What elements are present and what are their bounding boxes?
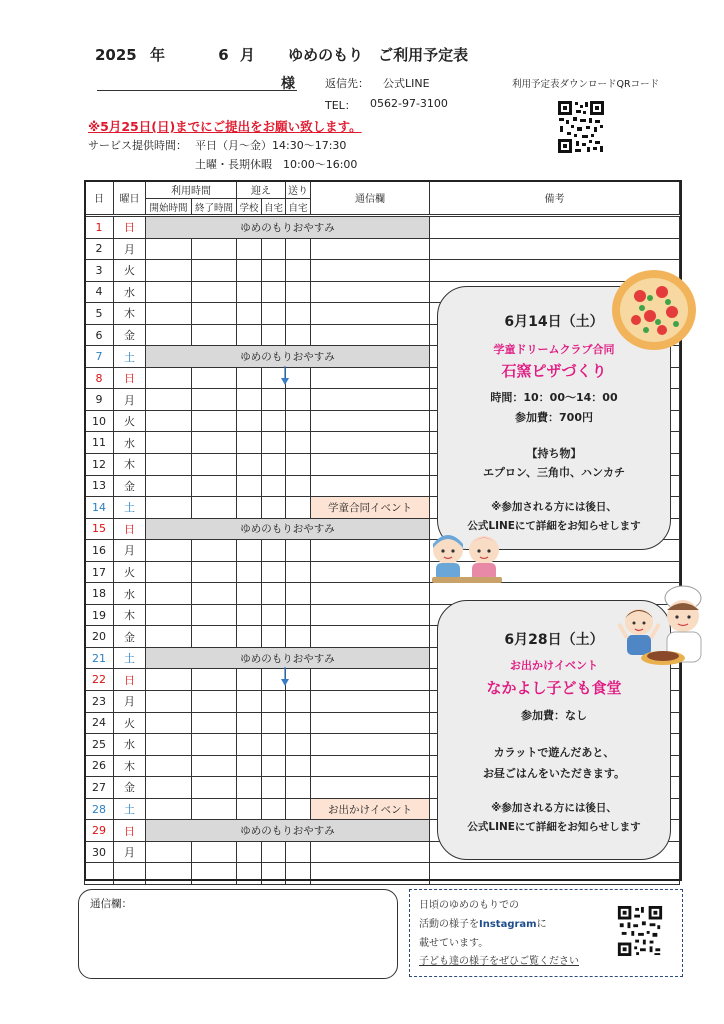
dropoff-home-cell[interactable] — [286, 583, 311, 605]
blank-cell — [311, 863, 430, 885]
dropoff-home-cell[interactable] — [286, 303, 311, 325]
rest-cell: ゆめのもりおやすみ — [146, 346, 430, 368]
event1-note2: 公式LINEにて詳細をお知らせします — [467, 520, 641, 532]
pickup-home-cell[interactable] — [262, 389, 286, 411]
weekday-cell: 火 — [114, 712, 146, 734]
weekday-cell: 木 — [114, 303, 146, 325]
header-usage-time: 利用時間 — [146, 181, 237, 199]
qr-code-download-icon[interactable] — [558, 101, 604, 153]
header-weekday: 曜日 — [114, 181, 146, 216]
day-cell: 1 — [85, 216, 114, 239]
weekday-cell: 土 — [114, 647, 146, 669]
event1-sub: 学童ドリームクラブ合同 — [493, 343, 615, 356]
dropoff-home-cell[interactable] — [286, 410, 311, 432]
weekday-cell: 月 — [114, 389, 146, 411]
dropoff-home-cell[interactable] — [286, 561, 311, 583]
start-time-cell[interactable] — [146, 626, 192, 648]
qr-label: 利用予定表ダウンロードQRコード — [512, 79, 660, 90]
start-time-cell[interactable] — [146, 367, 192, 389]
end-time-cell[interactable] — [192, 497, 237, 519]
weekday-cell: 土 — [114, 798, 146, 820]
service-label: サービス提供時間： — [88, 139, 187, 152]
start-time-cell[interactable] — [146, 561, 192, 583]
start-time-cell[interactable] — [146, 432, 192, 454]
day-cell: 18 — [85, 583, 114, 605]
ig-instagram-text: Instagram — [479, 919, 537, 930]
day-cell: 21 — [85, 647, 114, 669]
weekday-cell: 月 — [114, 841, 146, 863]
header-school: 学校 — [237, 199, 262, 216]
weekday-cell: 水 — [114, 432, 146, 454]
end-time-cell[interactable] — [192, 389, 237, 411]
end-time-cell[interactable] — [192, 669, 237, 691]
chef-child-icon — [617, 580, 709, 670]
comm-cell[interactable] — [311, 260, 430, 282]
weekday-cell: 水 — [114, 281, 146, 303]
day-cell: 13 — [85, 475, 114, 497]
end-time-cell[interactable] — [192, 281, 237, 303]
ig-line2a: 活動の様子を — [419, 919, 479, 930]
dropoff-home-cell[interactable] — [286, 238, 311, 260]
reply-label: 返信先： — [325, 77, 369, 90]
dropoff-home-cell[interactable] — [286, 604, 311, 626]
header-start: 開始時間 — [146, 199, 192, 216]
weekday-cell: 金 — [114, 626, 146, 648]
day-cell: 15 — [85, 518, 114, 540]
header-dropoff: 送り — [286, 181, 311, 199]
dropoff-home-cell[interactable] — [286, 281, 311, 303]
day-cell: 7 — [85, 346, 114, 368]
pickup-home-cell[interactable] — [262, 454, 286, 476]
pickup-home-cell[interactable] — [262, 475, 286, 497]
blank-cell — [430, 863, 680, 885]
comm-cell[interactable] — [311, 777, 430, 799]
tel-value: 0562-97-3100 — [370, 97, 448, 110]
weekday-cell: 日 — [114, 216, 146, 239]
ig-line3: 載せています。 — [419, 938, 489, 949]
weekday-cell: 金 — [114, 777, 146, 799]
dropoff-home-cell[interactable] — [286, 432, 311, 454]
page-title — [95, 44, 468, 65]
service-weekday: 平日（月～金）14:30～17:30 — [195, 139, 347, 152]
arrow-down-icon — [280, 366, 290, 386]
blank-cell — [237, 863, 262, 885]
header-dropoff-home: 自宅 — [286, 199, 311, 216]
day-cell: 11 — [85, 432, 114, 454]
pickup-home-cell[interactable] — [262, 540, 286, 562]
dropoff-home-cell[interactable] — [286, 777, 311, 799]
pickup-home-cell[interactable] — [262, 583, 286, 605]
day-cell: 24 — [85, 712, 114, 734]
pickup-school-cell[interactable] — [237, 841, 262, 863]
weekday-cell: 日 — [114, 820, 146, 842]
dropoff-home-cell[interactable] — [286, 626, 311, 648]
day-cell: 17 — [85, 561, 114, 583]
start-time-cell[interactable] — [146, 583, 192, 605]
end-time-cell[interactable] — [192, 734, 237, 756]
event-cell: お出かけイベント — [311, 798, 430, 820]
pickup-home-cell[interactable] — [262, 755, 286, 777]
ig-line4[interactable]: 子ども達の様子をぜひご覧ください — [419, 956, 579, 967]
event-cell: 学童合同イベント — [311, 497, 430, 519]
pickup-home-cell[interactable] — [262, 238, 286, 260]
end-time-cell[interactable] — [192, 755, 237, 777]
pickup-school-cell[interactable] — [237, 367, 262, 389]
pizza-icon — [610, 268, 698, 352]
rest-cell: ゆめのもりおやすみ — [146, 820, 430, 842]
end-time-cell[interactable] — [192, 454, 237, 476]
arrow-down-icon — [280, 667, 290, 687]
start-time-cell[interactable] — [146, 410, 192, 432]
pickup-school-cell[interactable] — [237, 561, 262, 583]
pickup-home-cell[interactable] — [262, 497, 286, 519]
pickup-school-cell[interactable] — [237, 540, 262, 562]
event2-fee: 参加費：なし — [521, 709, 587, 722]
service-holiday: 土曜・長期休暇 10:00～16:00 — [195, 158, 358, 171]
blank-cell — [85, 863, 114, 885]
pickup-home-cell[interactable] — [262, 626, 286, 648]
pickup-home-cell[interactable] — [262, 734, 286, 756]
dropoff-home-cell[interactable] — [286, 475, 311, 497]
weekday-cell: 日 — [114, 518, 146, 540]
notes-cell — [430, 216, 680, 239]
end-time-cell[interactable] — [192, 367, 237, 389]
event1-items-label: 【持ち物】 — [526, 447, 582, 460]
dropoff-home-cell[interactable] — [286, 260, 311, 282]
event1-name: 石窯ピザづくり — [501, 362, 607, 380]
start-time-cell[interactable] — [146, 691, 192, 713]
pickup-home-cell[interactable] — [262, 777, 286, 799]
dropoff-home-cell[interactable] — [286, 755, 311, 777]
month: 6 — [218, 46, 229, 64]
ig-line2c: に — [536, 919, 547, 930]
start-time-cell[interactable] — [146, 389, 192, 411]
start-time-cell[interactable] — [146, 454, 192, 476]
day-cell: 12 — [85, 454, 114, 476]
comm-cell[interactable] — [311, 540, 430, 562]
pickup-home-cell[interactable] — [262, 432, 286, 454]
start-time-cell[interactable] — [146, 755, 192, 777]
end-time-cell[interactable] — [192, 583, 237, 605]
ig-line1: 日頃のゆめのもりでの — [419, 900, 519, 911]
end-time-cell[interactable] — [192, 260, 237, 282]
weekday-cell: 金 — [114, 324, 146, 346]
comm-cell[interactable] — [311, 734, 430, 756]
start-time-cell[interactable] — [146, 712, 192, 734]
end-time-cell[interactable] — [192, 432, 237, 454]
pickup-school-cell[interactable] — [237, 755, 262, 777]
day-cell: 6 — [85, 324, 114, 346]
pickup-home-cell[interactable] — [262, 303, 286, 325]
header-home: 自宅 — [262, 199, 286, 216]
table-row — [85, 260, 680, 282]
dropoff-home-cell[interactable] — [286, 497, 311, 519]
comm-cell[interactable] — [311, 669, 430, 691]
event2-desc1: カラットで遊んだあと、 — [493, 746, 615, 759]
day-cell: 19 — [85, 604, 114, 626]
pickup-school-cell[interactable] — [237, 410, 262, 432]
dropoff-home-cell[interactable] — [286, 324, 311, 346]
pickup-school-cell[interactable] — [237, 389, 262, 411]
pickup-home-cell[interactable] — [262, 798, 286, 820]
dropoff-home-cell[interactable] — [286, 389, 311, 411]
pickup-school-cell[interactable] — [237, 626, 262, 648]
table-row — [85, 863, 680, 885]
rest-cell: ゆめのもりおやすみ — [146, 647, 430, 669]
pickup-school-cell[interactable] — [237, 432, 262, 454]
day-cell: 25 — [85, 734, 114, 756]
end-time-cell[interactable] — [192, 475, 237, 497]
header-end: 終了時間 — [192, 199, 237, 216]
table-row — [85, 238, 680, 260]
header-notes: 備考 — [430, 181, 680, 216]
start-time-cell[interactable] — [146, 324, 192, 346]
message-label: 通信欄： — [90, 898, 132, 910]
pickup-school-cell[interactable] — [237, 475, 262, 497]
end-time-cell[interactable] — [192, 712, 237, 734]
comm-cell[interactable] — [311, 281, 430, 303]
dropoff-home-cell[interactable] — [286, 841, 311, 863]
instagram-box — [409, 889, 683, 977]
sama-label: 様 — [281, 76, 295, 92]
event2-sub: お出かけイベント — [510, 659, 598, 672]
day-cell: 27 — [85, 777, 114, 799]
weekday-cell: 月 — [114, 540, 146, 562]
pickup-school-cell[interactable] — [237, 260, 262, 282]
pickup-school-cell[interactable] — [237, 497, 262, 519]
comm-cell[interactable] — [311, 432, 430, 454]
dropoff-home-cell[interactable] — [286, 540, 311, 562]
comm-cell[interactable] — [311, 561, 430, 583]
weekday-cell: 木 — [114, 604, 146, 626]
weekday-cell: 火 — [114, 260, 146, 282]
pickup-home-cell[interactable] — [262, 281, 286, 303]
pickup-home-cell[interactable] — [262, 410, 286, 432]
year: 2025 — [95, 46, 137, 64]
tel-label: TEL： — [325, 99, 356, 112]
blank-cell — [286, 863, 311, 885]
blank-cell — [146, 863, 192, 885]
comm-cell[interactable] — [311, 238, 430, 260]
pickup-school-cell[interactable] — [237, 734, 262, 756]
event1-items: エプロン、三角巾、ハンカチ — [482, 466, 626, 479]
start-time-cell[interactable] — [146, 734, 192, 756]
pickup-home-cell[interactable] — [262, 691, 286, 713]
start-time-cell[interactable] — [146, 841, 192, 863]
comm-cell[interactable] — [311, 583, 430, 605]
day-cell: 4 — [85, 281, 114, 303]
comm-cell[interactable] — [311, 712, 430, 734]
day-cell: 22 — [85, 669, 114, 691]
ig-line2 — [419, 915, 547, 930]
qr-code-instagram-icon[interactable] — [616, 906, 664, 956]
name-line[interactable] — [97, 90, 297, 91]
day-cell: 10 — [85, 410, 114, 432]
pickup-home-cell[interactable] — [262, 604, 286, 626]
start-time-cell[interactable] — [146, 303, 192, 325]
pickup-school-cell[interactable] — [237, 303, 262, 325]
event1-time: 時間：10：00～14：00 — [490, 391, 618, 404]
pickup-school-cell[interactable] — [237, 324, 262, 346]
dropoff-home-cell[interactable] — [286, 691, 311, 713]
deadline-notice: ※5月25日(日)までにご提出をお願い致します。 — [88, 119, 362, 134]
notes-cell — [430, 238, 680, 260]
weekday-cell: 火 — [114, 410, 146, 432]
day-cell: 29 — [85, 820, 114, 842]
weekday-cell: 火 — [114, 561, 146, 583]
event2-note1: ※参加される方には後日、 — [491, 802, 617, 814]
comm-cell[interactable] — [311, 691, 430, 713]
weekday-cell: 土 — [114, 497, 146, 519]
comm-cell[interactable] — [311, 454, 430, 476]
end-time-cell[interactable] — [192, 777, 237, 799]
event1-fee: 参加費：700円 — [515, 411, 593, 424]
rest-cell: ゆめのもりおやすみ — [146, 216, 430, 239]
day-cell: 20 — [85, 626, 114, 648]
event2-date: 6月28日（土） — [504, 632, 604, 648]
weekday-cell: 木 — [114, 454, 146, 476]
weekday-cell: 水 — [114, 734, 146, 756]
end-time-cell[interactable] — [192, 303, 237, 325]
title-text: ゆめのもり ご利用予定表 — [288, 46, 469, 64]
day-cell: 14 — [85, 497, 114, 519]
end-time-cell[interactable] — [192, 540, 237, 562]
pickup-school-cell[interactable] — [237, 669, 262, 691]
blank-cell — [262, 863, 286, 885]
comm-cell[interactable] — [311, 324, 430, 346]
day-cell: 8 — [85, 367, 114, 389]
pickup-school-cell[interactable] — [237, 777, 262, 799]
pickup-school-cell[interactable] — [237, 583, 262, 605]
day-cell: 3 — [85, 260, 114, 282]
end-time-cell[interactable] — [192, 238, 237, 260]
blank-cell — [114, 863, 146, 885]
table-row — [85, 216, 680, 239]
start-time-cell[interactable] — [146, 238, 192, 260]
month-unit: 月 — [239, 46, 255, 64]
event1-date: 6月14日（土） — [504, 314, 604, 330]
start-time-cell[interactable] — [146, 777, 192, 799]
comm-cell[interactable] — [311, 841, 430, 863]
end-time-cell[interactable] — [192, 324, 237, 346]
comm-cell[interactable] — [311, 410, 430, 432]
message-box[interactable] — [78, 889, 398, 979]
weekday-cell: 金 — [114, 475, 146, 497]
day-cell: 30 — [85, 841, 114, 863]
rest-cell: ゆめのもりおやすみ — [146, 518, 430, 540]
dropoff-home-cell[interactable] — [286, 712, 311, 734]
pickup-home-cell[interactable] — [262, 324, 286, 346]
day-cell: 26 — [85, 755, 114, 777]
start-time-cell[interactable] — [146, 281, 192, 303]
day-cell: 28 — [85, 798, 114, 820]
weekday-cell: 水 — [114, 583, 146, 605]
comm-cell[interactable] — [311, 755, 430, 777]
end-time-cell[interactable] — [192, 691, 237, 713]
end-time-cell[interactable] — [192, 561, 237, 583]
event2-note2: 公式LINEにて詳細をお知らせします — [467, 821, 641, 833]
comm-cell[interactable] — [311, 367, 430, 389]
day-cell: 23 — [85, 691, 114, 713]
header-comm: 通信欄 — [311, 181, 430, 216]
comm-cell[interactable] — [311, 389, 430, 411]
start-time-cell[interactable] — [146, 540, 192, 562]
pickup-school-cell[interactable] — [237, 604, 262, 626]
start-time-cell[interactable] — [146, 669, 192, 691]
comm-cell[interactable] — [311, 303, 430, 325]
comm-cell[interactable] — [311, 626, 430, 648]
pickup-school-cell[interactable] — [237, 691, 262, 713]
kids-cooking-icon — [428, 530, 506, 586]
weekday-cell: 月 — [114, 691, 146, 713]
table-row — [85, 561, 680, 583]
pickup-school-cell[interactable] — [237, 238, 262, 260]
pickup-school-cell[interactable] — [237, 712, 262, 734]
comm-cell[interactable] — [311, 475, 430, 497]
day-cell: 16 — [85, 540, 114, 562]
weekday-cell: 木 — [114, 755, 146, 777]
event1-note1: ※参加される方には後日、 — [491, 501, 617, 513]
comm-cell[interactable] — [311, 604, 430, 626]
end-time-cell[interactable] — [192, 798, 237, 820]
event2-name: なかよし子ども食堂 — [486, 679, 622, 697]
pickup-home-cell[interactable] — [262, 260, 286, 282]
pickup-home-cell[interactable] — [262, 712, 286, 734]
start-time-cell[interactable] — [146, 260, 192, 282]
start-time-cell[interactable] — [146, 798, 192, 820]
weekday-cell: 日 — [114, 669, 146, 691]
dropoff-home-cell[interactable] — [286, 454, 311, 476]
day-cell: 9 — [85, 389, 114, 411]
end-time-cell[interactable] — [192, 604, 237, 626]
start-time-cell[interactable] — [146, 604, 192, 626]
end-time-cell[interactable] — [192, 841, 237, 863]
day-cell: 2 — [85, 238, 114, 260]
event2-desc2: お昼ごはんをいただきます。 — [482, 767, 626, 780]
pickup-school-cell[interactable] — [237, 454, 262, 476]
header-day: 日 — [85, 181, 114, 216]
start-time-cell[interactable] — [146, 475, 192, 497]
pickup-school-cell[interactable] — [237, 281, 262, 303]
day-cell: 5 — [85, 303, 114, 325]
year-unit: 年 — [149, 46, 165, 64]
dropoff-home-cell[interactable] — [286, 798, 311, 820]
end-time-cell[interactable] — [192, 410, 237, 432]
weekday-cell: 土 — [114, 346, 146, 368]
start-time-cell[interactable] — [146, 497, 192, 519]
dropoff-home-cell[interactable] — [286, 734, 311, 756]
end-time-cell[interactable] — [192, 626, 237, 648]
pickup-school-cell[interactable] — [237, 798, 262, 820]
weekday-cell: 日 — [114, 367, 146, 389]
reply-value: 公式LINE — [383, 77, 430, 90]
pickup-home-cell[interactable] — [262, 841, 286, 863]
pickup-home-cell[interactable] — [262, 561, 286, 583]
header-pickup: 迎え — [237, 181, 286, 199]
blank-cell — [192, 863, 237, 885]
weekday-cell: 月 — [114, 238, 146, 260]
